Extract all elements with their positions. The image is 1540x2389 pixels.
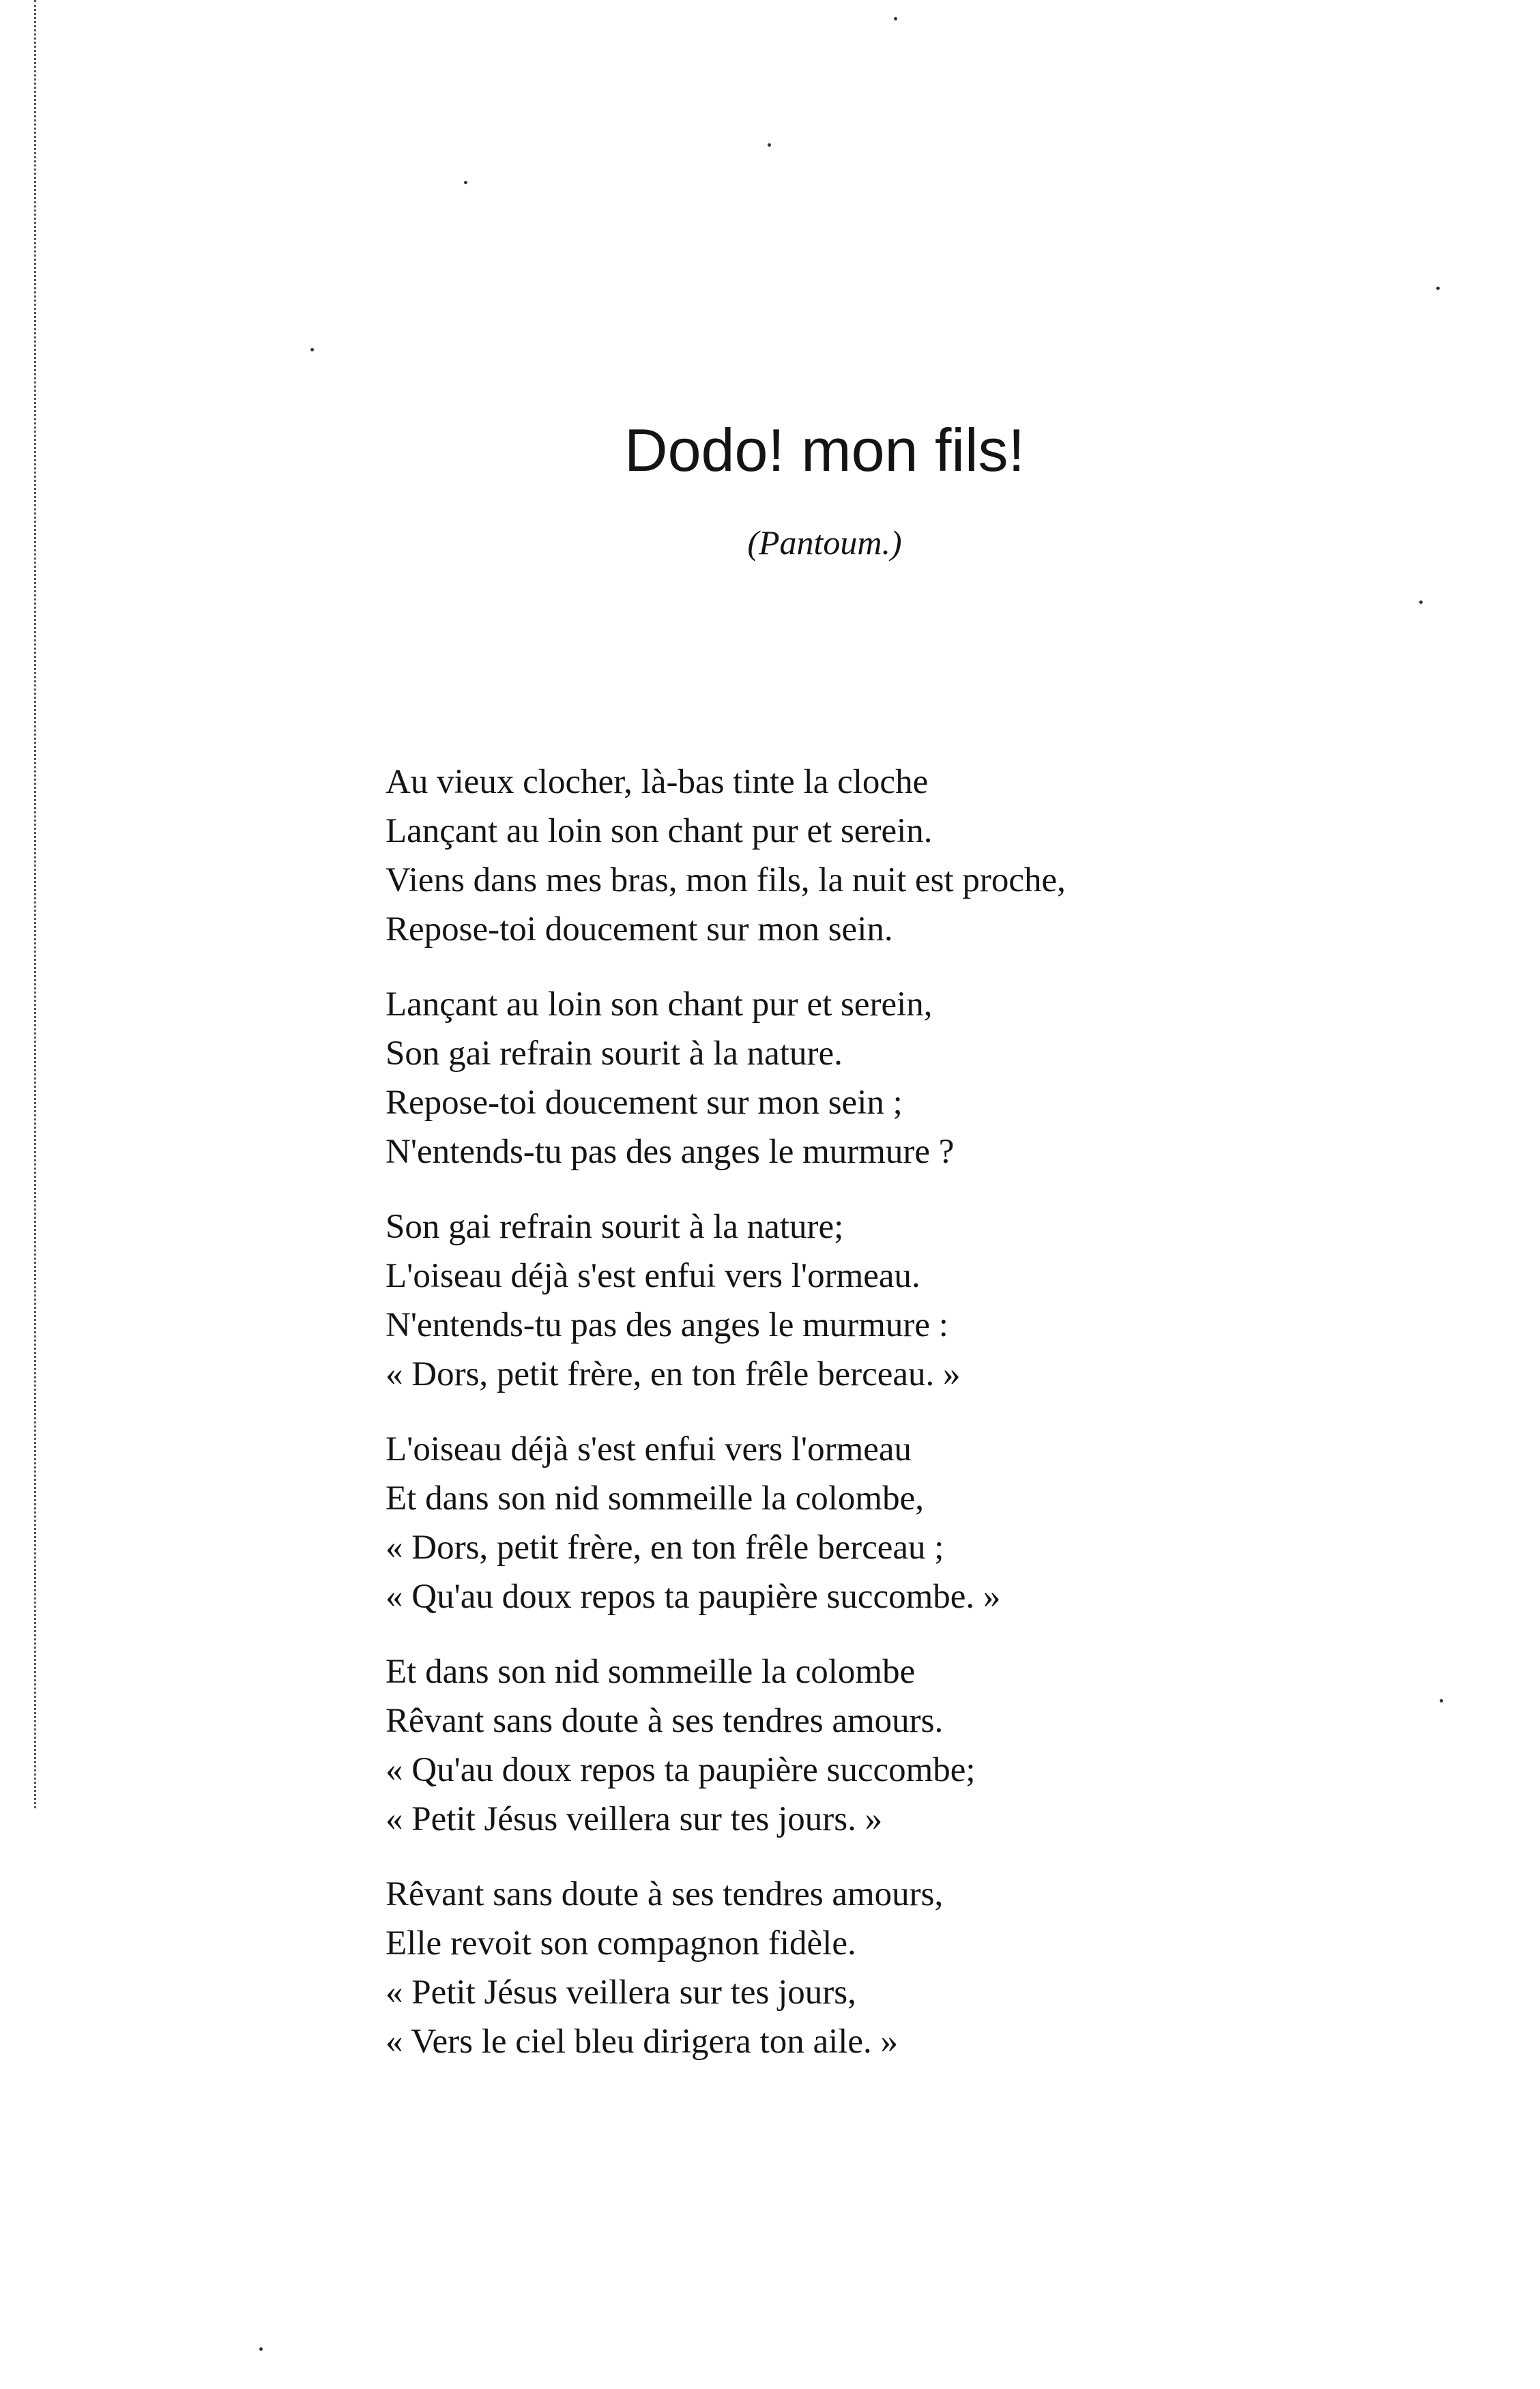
verse-line: « Qu'au doux repos ta paupière succombe; bbox=[386, 1751, 976, 1789]
scan-speck bbox=[768, 143, 771, 147]
verse-line: Rêvant sans doute à ses tendres amours. bbox=[386, 1702, 944, 1740]
verse-line: Viens dans mes bras, mon fils, la nuit est proche, bbox=[386, 861, 1066, 899]
verse-line: Repose-toi doucement sur mon sein. bbox=[386, 910, 893, 949]
poem-body bbox=[386, 757, 1409, 2092]
verse-line: Son gai refrain sourit à la nature; bbox=[386, 1208, 844, 1246]
verse-line: Elle revoit son compagnon fidèle. bbox=[386, 1924, 856, 1963]
scan-speck bbox=[1419, 600, 1423, 604]
verse-line: Et dans son nid sommeille la colombe bbox=[386, 1653, 916, 1691]
scan-speck bbox=[310, 348, 314, 351]
verse-line: L'oiseau déjà s'est enfui vers l'ormeau bbox=[386, 1430, 912, 1468]
poem-subtitle: (Pantoum.) bbox=[747, 523, 902, 562]
scan-speck bbox=[259, 2347, 263, 2351]
verse-line: Lançant au loin son chant pur et serein. bbox=[386, 812, 933, 850]
scan-speck bbox=[894, 17, 897, 20]
stanza bbox=[386, 757, 1409, 954]
verse-line: « Qu'au doux repos ta paupière succombe. » bbox=[386, 1578, 1001, 1616]
verse-line: L'oiseau déjà s'est enfui vers l'ormeau. bbox=[386, 1257, 920, 1295]
stanza bbox=[386, 1202, 1409, 1399]
verse-line: « Petit Jésus veillera sur tes jours, bbox=[386, 1973, 856, 2012]
verse-line: « Vers le ciel bleu dirigera ton aile. » bbox=[386, 2023, 899, 2061]
stanza bbox=[386, 1425, 1409, 1621]
verse-line: « Dors, petit frère, en ton frêle berceau ; bbox=[386, 1529, 944, 1567]
scan-speck bbox=[464, 181, 467, 184]
verse-line: Lançant au loin son chant pur et serein, bbox=[386, 985, 933, 1024]
stanza bbox=[386, 1870, 1409, 2066]
verse-line: Au vieux clocher, là-bas tinte la cloche bbox=[386, 763, 929, 801]
verse-line: Repose-toi doucement sur mon sein ; bbox=[386, 1084, 903, 1122]
binding-edge bbox=[34, 0, 40, 1808]
verse-line: « Petit Jésus veillera sur tes jours. » bbox=[386, 1800, 883, 1838]
verse-line: Et dans son nid sommeille la colombe, bbox=[386, 1479, 924, 1518]
scan-speck bbox=[1440, 1699, 1443, 1703]
scan-speck bbox=[1436, 287, 1440, 290]
verse-line: « Dors, petit frère, en ton frêle berceau. » bbox=[386, 1355, 961, 1393]
verse-line: N'entends-tu pas des anges le murmure ? bbox=[386, 1133, 955, 1171]
verse-line: Son gai refrain sourit à la nature. bbox=[386, 1034, 843, 1073]
stanza bbox=[386, 1647, 1409, 1844]
stanza bbox=[386, 980, 1409, 1176]
poem-title: Dodo! mon fils! bbox=[624, 416, 1025, 484]
verse-line: Rêvant sans doute à ses tendres amours, bbox=[386, 1875, 944, 1913]
verse-line: N'entends-tu pas des anges le murmure : bbox=[386, 1306, 948, 1344]
